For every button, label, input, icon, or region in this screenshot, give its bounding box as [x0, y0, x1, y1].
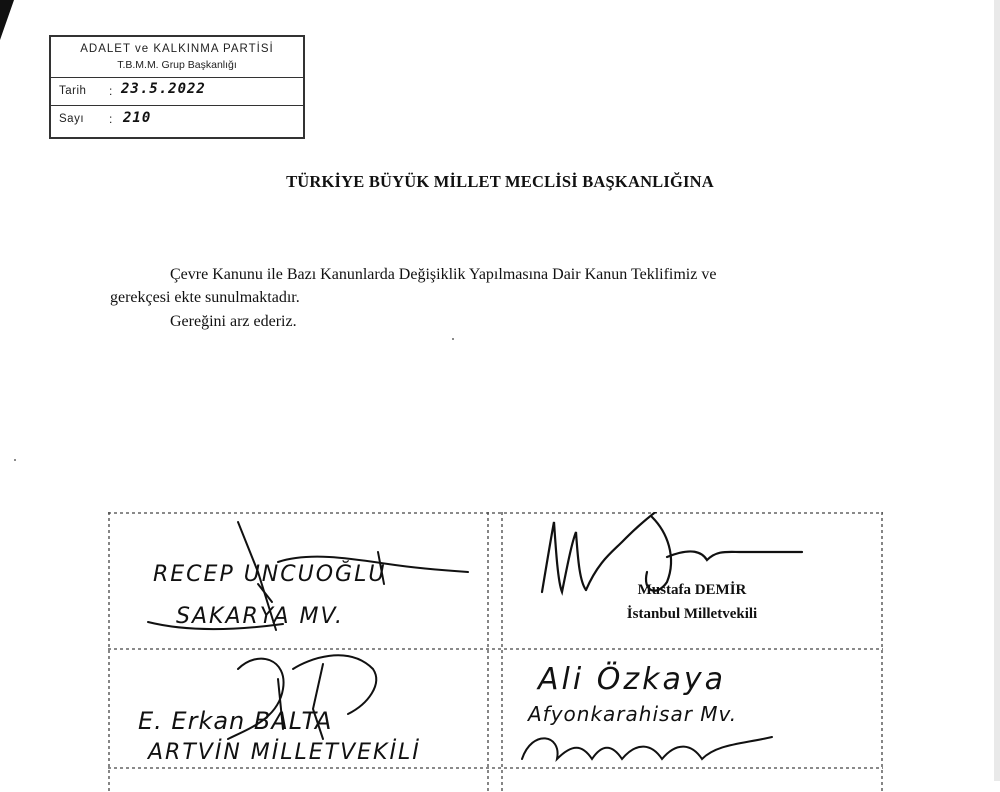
body-line-2: gerekçesi ekte sunulmaktadır.	[110, 289, 300, 306]
stamp-date-label: Tarih	[59, 85, 87, 97]
stamp-number-label: Sayı	[59, 113, 85, 125]
signature-table	[108, 512, 883, 792]
stamp-office: T.B.M.M. Grup Başkanlığı	[117, 59, 237, 71]
scan-speck	[14, 459, 16, 461]
signer-2-constituency: İstanbul Milletvekili	[626, 606, 758, 622]
registry-stamp	[49, 35, 305, 139]
signer-3-handwritten-name: E. Erkan BALTA	[138, 707, 333, 735]
signer-1-handwritten-name: RECEP UNCUOĞLU	[153, 562, 387, 587]
signer-1-handwritten-title: SAKARYA MV.	[176, 604, 345, 629]
signer-2-name: Mustafa DEMİR	[637, 582, 747, 598]
stamp-divider	[51, 105, 303, 106]
stamp-number-value: 210	[123, 110, 152, 126]
stamp-colon: :	[109, 112, 113, 126]
stamp-date-value: 23.5.2022	[121, 81, 206, 97]
stamp-divider	[51, 77, 303, 78]
signature-scribble-4	[502, 649, 882, 789]
scan-corner-mark	[0, 0, 14, 40]
document-heading: TÜRKİYE BÜYÜK MİLLET MECLİSİ BAŞKANLIĞINA	[286, 172, 714, 191]
closing-line: Gereğini arz ederiz.	[170, 313, 297, 330]
stamp-colon: :	[109, 84, 113, 98]
stamp-party-name: ADALET ve KALKINMA PARTİSİ	[80, 43, 274, 55]
body-line-1: Çevre Kanunu ile Bazı Kanunlarda Değişiklik Yapılmasına Dair Kanun Teklifimiz ve	[170, 266, 717, 283]
scan-right-edge	[994, 0, 1000, 781]
signer-4-handwritten-title: Afyonkarahisar Mv.	[528, 702, 738, 726]
signer-3-handwritten-title: ARTVİN MİLLETVEKİLİ	[148, 740, 421, 765]
scan-speck	[452, 338, 454, 340]
signer-4-handwritten-name: Ali Özkaya	[538, 662, 726, 697]
